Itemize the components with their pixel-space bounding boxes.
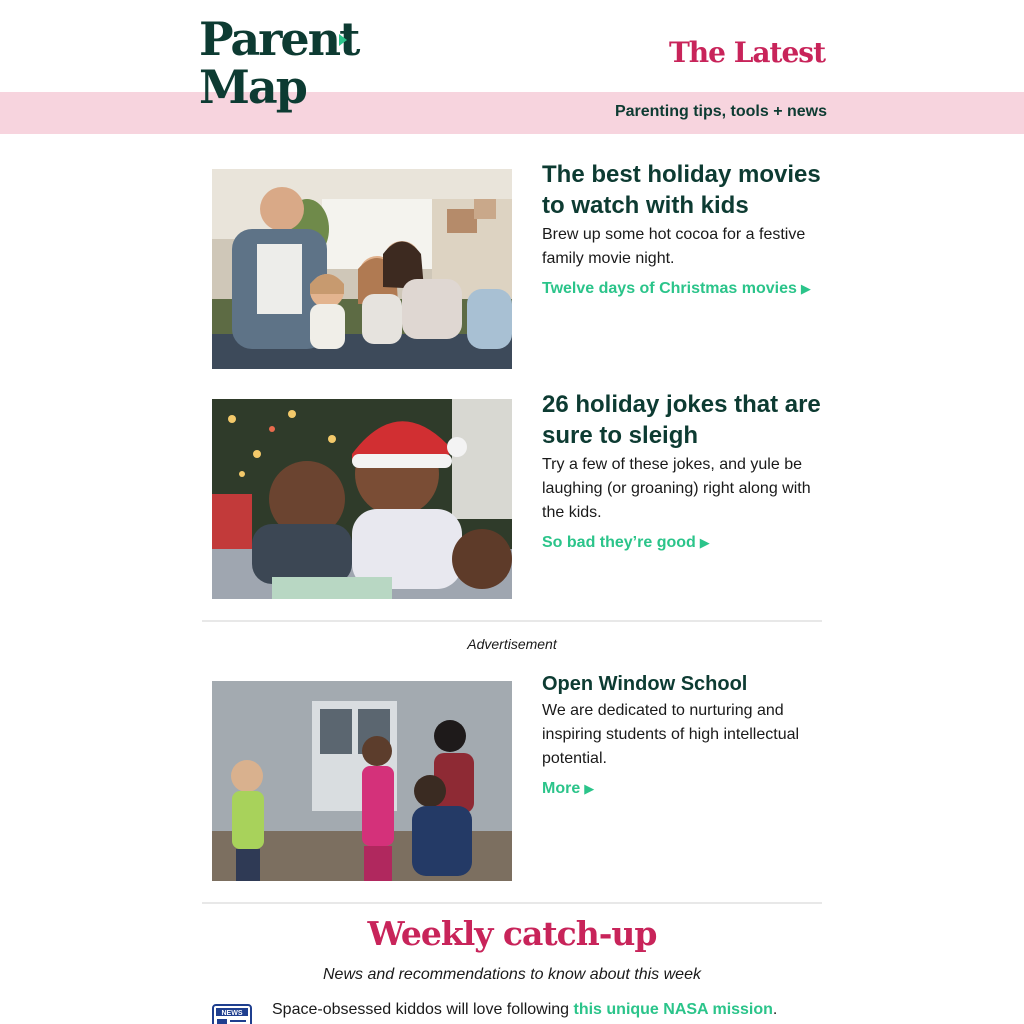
ad-card (212, 673, 824, 881)
logo-text-parent: Parent (199, 12, 359, 66)
article-blurb: Try a few of these jokes, and yule be laughing (or groaning) right along with the kids. (542, 456, 811, 521)
section-divider (202, 620, 822, 622)
news-text (272, 999, 777, 1021)
news-link[interactable]: this unique NASA mission (573, 1001, 773, 1018)
logo-play-icon (339, 34, 347, 46)
tagline: Parenting tips, tools + news (614, 103, 827, 120)
advertisement-label: Advertisement (467, 636, 557, 652)
ad-title[interactable]: Open Window School (542, 673, 748, 695)
ad-text (542, 673, 824, 798)
ad-more-link[interactable] (542, 780, 594, 798)
weekly-title: Weekly catch-up (367, 914, 657, 953)
article-link[interactable] (542, 534, 710, 552)
play-arrow-icon: ▶ (584, 781, 595, 796)
article-image[interactable] (212, 399, 512, 599)
ad-link-label: More (542, 780, 581, 797)
article-headline[interactable]: 26 holiday jokes that are sure to sleigh (542, 391, 821, 449)
news-text-before: Space-obsessed kiddos will love following (272, 1001, 574, 1018)
svg-text:NEWS: NEWS (221, 1010, 243, 1017)
article-link-label: Twelve days of Christmas movies (542, 280, 797, 297)
article-blurb: Brew up some hot cocoa for a festive family movie night. (542, 226, 806, 267)
play-arrow-icon: ▶ (699, 535, 710, 550)
play-arrow-icon: ▶ (800, 281, 811, 296)
article-image[interactable] (212, 169, 512, 369)
article-card (212, 161, 824, 369)
weekly-subtitle: News and recommendations to know about this week (323, 966, 701, 983)
logo-text-map: Map (199, 60, 306, 114)
article-text (542, 161, 824, 298)
ad-blurb: We are dedicated to nurturing and inspiring students of high intellectual potential. (542, 702, 800, 767)
news-item (212, 999, 824, 1024)
parentmap-logo[interactable] (199, 12, 359, 124)
article-text (542, 391, 824, 552)
ad-image[interactable] (212, 681, 512, 881)
section-divider (202, 902, 822, 904)
article-headline[interactable]: The best holiday movies to watch with kids (542, 161, 821, 219)
news-icon (212, 1004, 252, 1024)
article-card (212, 391, 824, 599)
news-text-after: . (772, 1001, 778, 1018)
article-link[interactable] (542, 280, 811, 298)
family-movie-photo (212, 169, 512, 369)
kids-laughing-photo (212, 399, 512, 599)
tagline-band (0, 92, 1024, 134)
section-title: The Latest (668, 36, 825, 69)
article-link-label: So bad they’re good (542, 534, 696, 551)
header (0, 0, 1024, 134)
school-kids-photo (212, 681, 512, 881)
